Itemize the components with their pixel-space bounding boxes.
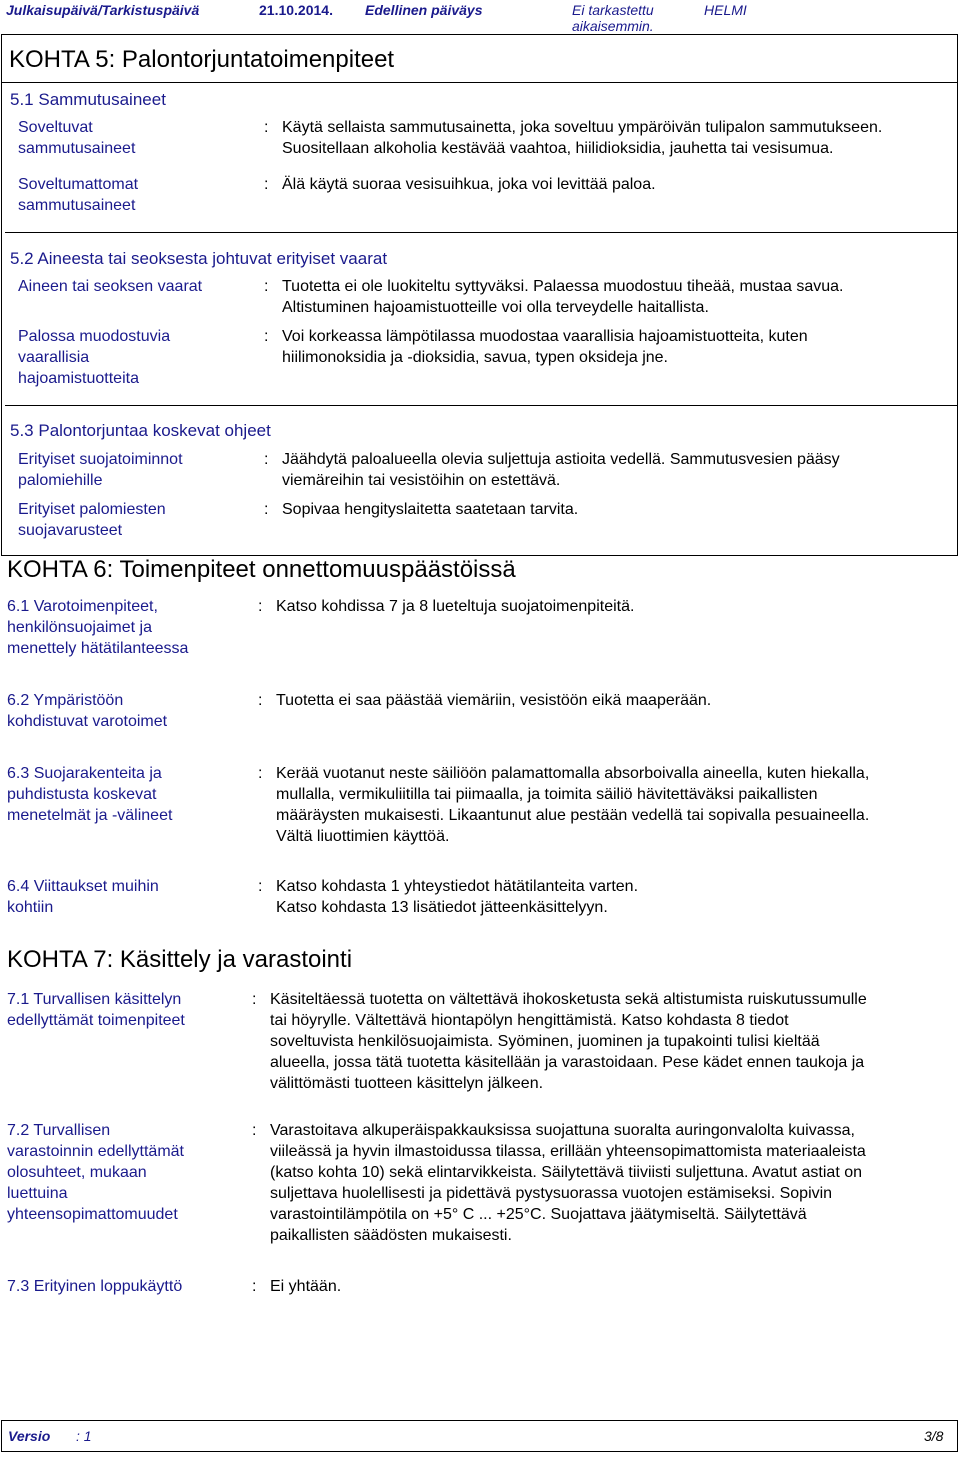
row-value: Kerää vuotanut neste säiliöön palamattomalla absorboivalla aineella, kuten hiekalla, mullalla, vermikuliitilla tai piimaalla, ja toimita säiliö hävitettäväksi paikallisten määräysten mukaisesti. Likaantunut alue pestään vedellä tai sopivalla pesuaineella. Vältä liuottimien käyttöä. [276,765,870,845]
row-colon: : [258,692,263,709]
row-label: 6.1 Varotoimenpiteet, henkilönsuojaimet ja menettely hätätilanteessa [7,598,189,657]
row-value: Katso kohdasta 1 yhteystiedot hätätilanteita varten. Katso kohdasta 13 lisätiedot jätteenkäsittelyyn. [276,878,639,916]
row-colon: : [258,765,263,782]
row-value: Käsiteltäessä tuotetta on vältettävä ihokosketusta sekä altistumista ruiskutussumulle tai höyrylle. Vältettävä hiontapölyn hengittämistä. Katso kohdasta 8 tiedot soveltuvista henkilösuojaimista. Syöminen, juominen ja tupakointi tulisi kieltää alueella, jossa tätä tuotetta käsitellään ja varastoidaan. Pese kädet ennen taukoja ja välittömästi tuotteen käsittelyn jälkeen. [270,991,867,1092]
row-value: Voi korkeassa lämpötilassa muodostaa vaarallisia hajoamistuotteita, kuten hiilimonoksidia ja -dioksidia, savua, typen oksideja jne. [282,328,808,366]
divider [5,405,958,406]
section-5-title: KOHTA 5: Palontorjuntatoimenpiteet [9,46,395,73]
row-value: Jäähdytä paloalueella olevia suljettuja astioita vedellä. Sammutusvesien pääsy viemäreihin tai vesistöihin on estettävä. [282,451,840,489]
row-label: Palossa muodostuvia vaarallisia hajoamistuotteita [18,328,171,387]
row-colon: : [264,176,269,193]
row-value: Katso kohdissa 7 ja 8 lueteltuja suojatoimenpiteitä. [276,598,635,615]
row-label: 7.1 Turvallisen käsittelyn edellyttämät toimenpiteet [7,991,185,1029]
row-value: Ei yhtään. [270,1278,342,1295]
section-5-box [1,34,958,556]
not-checked-note: Ei tarkastettu aikaisemmin. [572,2,654,34]
row-value: Älä käytä suoraa vesisuihkua, joka voi levittää paloa. [282,176,656,193]
row-label: 7.3 Erityinen loppukäyttö [7,1278,183,1295]
row-colon: : [264,278,269,295]
row-colon: : [252,991,257,1008]
divider [5,232,958,233]
row-colon: : [264,328,269,345]
section-7-title: KOHTA 7: Käsittely ja varastointi [7,946,353,973]
subsection-5-1-heading: 5.1 Sammutusaineet [10,90,166,109]
row-label: 6.4 Viittaukset muihin kohtiin [7,878,159,916]
section-5-title-band [2,35,957,83]
section-6-title: KOHTA 6: Toimenpiteet onnettomuuspäästöissä [7,556,516,583]
row-label: 7.2 Turvallisen varastoinnin edellyttämät olosuhteet, mukaan luettuina yhteensopimattomuudet [7,1122,184,1223]
row-colon: : [264,501,269,518]
brand-name: HELMI [704,2,747,18]
version-label: Versio [8,1428,51,1444]
version-value: : 1 [76,1428,92,1444]
previous-date-label: Edellinen päiväys [365,2,483,18]
row-label: 6.3 Suojarakenteita ja puhdistusta koskevat menetelmät ja -välineet [7,765,173,824]
issue-date-value: 21.10.2014. [259,2,333,18]
document-header [0,0,960,34]
page-number: 3/8 [924,1428,944,1444]
document-footer [1,1420,958,1452]
row-colon: : [258,878,263,895]
subsection-5-3-heading: 5.3 Palontorjuntaa koskevat ohjeet [10,421,271,440]
row-label: Aineen tai seoksen vaarat [18,278,203,295]
issue-date-label: Julkaisupäivä/Tarkistuspäivä [6,2,200,18]
row-value: Käytä sellaista sammutusainetta, joka soveltuu ympäröivän tulipalon sammutukseen. Suositellaan alkoholia kestävää vaahtoa, hiilidioksidia, jauhetta tai vesisumua. [282,119,883,157]
row-value: Varastoitava alkuperäispakkauksissa suojattuna suoralta auringonvalolta kuivassa, viileässä ja hyvin ilmastoidussa tilassa, erillään yhteensopimattomista materiaaleista (katso kohta 10) sekä elintarvikkeista. Säilytettävä tiiviisti suljettuna. Avatut astiat on suljettava huolellisesti ja pidettävä pystysuorassa vuotojen estämiseksi. Sopivin varastointilämpötila on +5° C ... +25°C. Suojattava jäätymiseltä. Säilytettävä paikallisten säädösten mukaisesti. [270,1122,866,1244]
row-value: Tuotetta ei ole luokiteltu syttyväksi. Palaessa muodostuu tiheää, mustaa savua. Altistuminen hajoamistuotteille voi olla terveydelle haitallista. [282,278,844,316]
row-colon: : [264,119,269,136]
subsection-5-2-heading: 5.2 Aineesta tai seoksesta johtuvat erityiset vaarat [10,249,388,268]
row-value: Tuotetta ei saa päästää viemäriin, vesistöön eikä maaperään. [276,692,712,709]
row-label: Erityiset palomiesten suojavarusteet [18,501,166,539]
row-colon: : [252,1122,257,1139]
row-colon: : [252,1278,257,1295]
row-colon: : [258,598,263,615]
row-label: Erityiset suojatoiminnot palomiehille [18,451,183,489]
row-label: Soveltuvat sammutusaineet [18,119,136,157]
row-value: Sopivaa hengityslaitetta saatetaan tarvita. [282,501,579,518]
row-label: Soveltumattomat sammutusaineet [18,176,139,214]
row-label: 6.2 Ympäristöön kohdistuvat varotoimet [7,692,168,730]
row-colon: : [264,451,269,468]
